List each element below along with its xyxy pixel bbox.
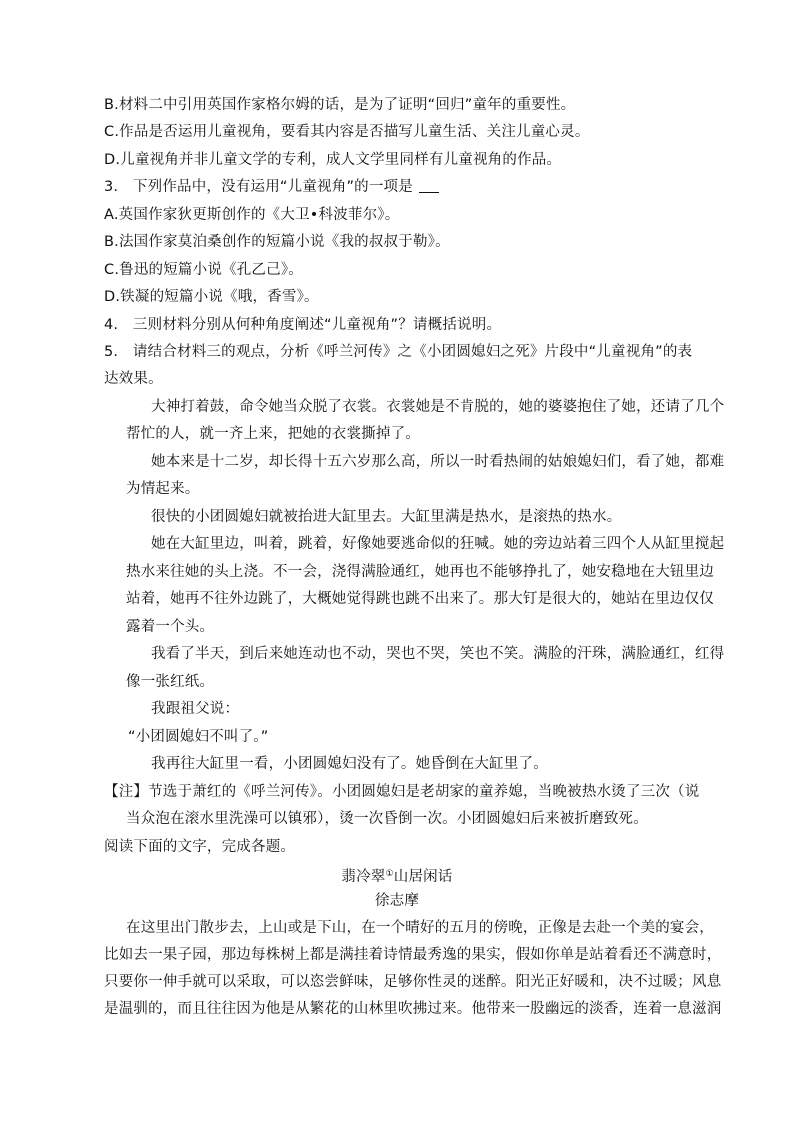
q3-stem-text: 3. 下列作品中，没有运用“儿童视角”的一项是 <box>104 179 413 195</box>
article-line: 在这里出门散步去，上山或是下山，在一个晴好的五月的傍晚，正像是去赴一个美的宴会， <box>126 920 714 936</box>
excerpt-line: 她本来是十二岁，却长得十五六岁那么高，所以一时看热闹的姑娘媳妇们，看了她，都难 <box>151 454 725 470</box>
article-title-pre: 翡冷翠 <box>341 869 386 885</box>
q2-option-b: B.材料二中引用英国作家格尔姆的话，是为了证明“回归”童年的重要性。 <box>104 97 576 113</box>
article-author: 徐志摩 <box>374 893 420 909</box>
q3-option-c: C.鲁迅的短篇小说《孔乙己》。 <box>104 262 303 278</box>
excerpt-line: 像一张红纸。 <box>126 674 215 690</box>
excerpt-line: 大神打着鼓，命令她当众脱了衣裳。衣裳她是不肯脱的，她的婆婆抱住了她，还请了几个 <box>151 399 725 415</box>
q5-stem-line2: 达效果。 <box>104 371 163 387</box>
excerpt-line: “小团圆媳妇不叫了。” <box>128 729 269 745</box>
reading-instruction: 阅读下面的文字，完成各题。 <box>104 839 296 855</box>
article-line: 比如去一果子园，那边每株树上都是满挂着诗情最秀逸的果实，假如你单是站着看还不满意时， <box>104 947 722 963</box>
excerpt-line: 她在大缸里边，叫着，跳着，好像她要逃命似的狂喊。她的旁边站着三四个人从缸里搅起 <box>151 536 725 552</box>
excerpt-line: 热水来往她的头上浇。不一会，浇得满脸通红，她再也不能够挣扎了，她安稳地在大钮里边 <box>126 564 714 580</box>
article-title <box>0 864 794 887</box>
q3-stem <box>104 177 439 197</box>
q2-option-c: C.作品是否运用儿童视角，要看其内容是否描写儿童生活、关注儿童心灵。 <box>104 124 590 140</box>
note-line2: 当众泡在滚水里洗澡可以镇邪），烫一次昏倒一次。小团圆媳妇后来被折磨致死。 <box>126 811 648 827</box>
q5-stem-line1: 5. 请结合材料三的观点，分析《呼兰河传》之《小团圆媳妇之死》片段中“儿童视角”的表 <box>104 344 693 360</box>
excerpt-line: 我再往大缸里一看，小团圆媳妇没有了。她昏倒在大缸里了。 <box>151 756 548 772</box>
excerpt-line: 我跟祖父说： <box>151 701 240 717</box>
article-line: 是温驯的，而且往往因为他是从繁花的山林里吹拂过来。他带来一股幽远的淡香，连着一息滋润 <box>104 1001 722 1017</box>
excerpt-line: 为情起来。 <box>126 481 200 497</box>
answer-blank <box>419 178 439 193</box>
q3-option-b: B.法国作家莫泊桑创作的短篇小说《我的叔叔于勒》。 <box>104 234 450 250</box>
excerpt-line: 我看了半天，到后来她连动也不动，哭也不哭，笑也不笑。满脸的汗珠，满脸通红，红得 <box>151 646 725 662</box>
footnote-marker: ① <box>385 869 394 879</box>
excerpt-line: 站着，她再不往外边跳了，大概她觉得跳也跳不出来了。那大钉是很大的，她站在里边仅仅 <box>126 591 714 607</box>
article-title-post: 山居闲话 <box>393 869 453 885</box>
q3-option-a: A.英国作家狄更斯创作的《大卫•科波菲尔》。 <box>104 207 400 223</box>
article-line: 只要你一伸手就可以采取，可以恣尝鲜味，足够你性灵的迷醉。阳光正好暖和，决不过暖；风息 <box>104 974 722 990</box>
excerpt-line: 很快的小团圆媳妇就被抬进大缸里去。大缸里满是热水，是滚热的热水。 <box>151 509 622 525</box>
q3-option-d: D.铁凝的短篇小说《哦，香雪》。 <box>104 289 319 305</box>
q2-option-d: D.儿童视角并非儿童文学的专利，成人文学里同样有儿童视角的作品。 <box>104 152 562 168</box>
note-line1: 【注】节选于萧红的《呼兰河传》。小团圆媳妇是老胡家的童养媳，当晚被热水烫了三次（说 <box>104 784 700 800</box>
excerpt-line: 露着一个头。 <box>126 619 215 635</box>
excerpt-line: 帮忙的人，就一齐上来，把她的衣裳撕掉了。 <box>126 426 420 442</box>
q4-stem: 4. 三则材料分别从何种角度阐述“儿童视角”？请概括说明。 <box>104 317 502 333</box>
